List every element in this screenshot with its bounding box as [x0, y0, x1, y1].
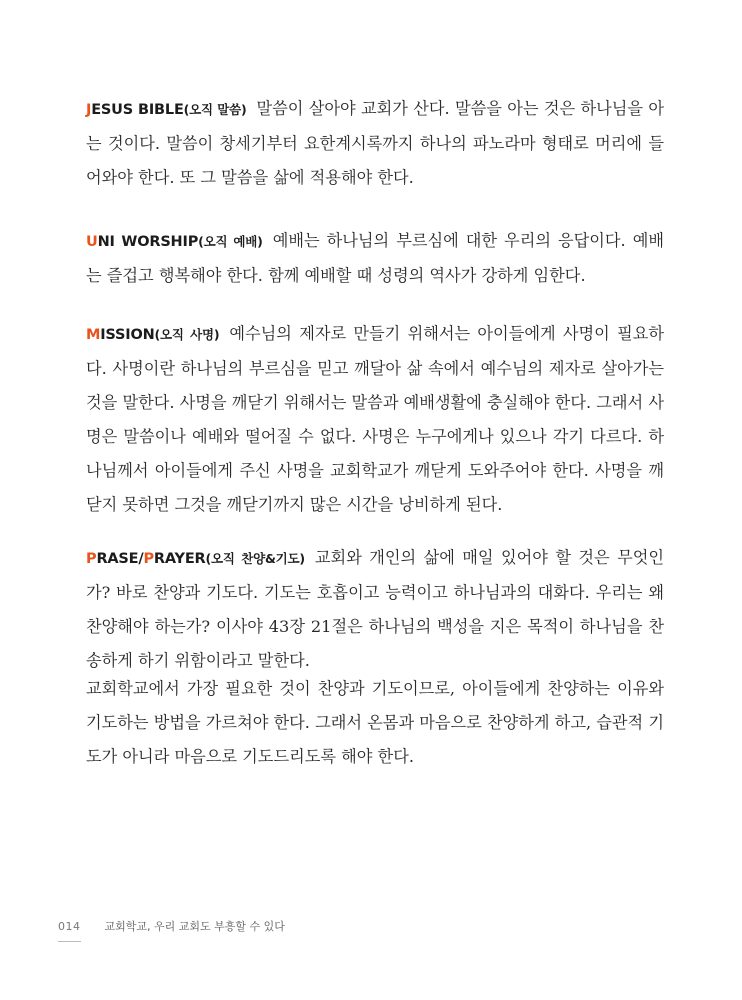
heading-title: ISSION	[100, 327, 155, 343]
section-body: 예배는 하나님의 부르심에 대한 우리의 응답이다. 예배는 즐겁고 행복해야 한다. 함께 예배할 때 성령의 역사가 강하게 임한다.	[86, 231, 664, 285]
section-mission	[86, 317, 664, 522]
section-heading	[86, 234, 263, 250]
section-body: 교회학교에서 가장 필요한 것이 찬양과 기도이므로, 아이들에게 찬양하는 이유와 기도하는 방법을 가르쳐야 한다. 그래서 온몸과 마음으로 찬양하게 하고, 습관적 기도가 아니라 마음으로 기도드리도록 해야 한다.	[86, 679, 664, 766]
section-jesus-bible	[86, 92, 664, 195]
section-body: 교회와 개인의 삶에 매일 있어야 할 것은 무엇인가? 바로 찬양과 기도다. 기도는 호흡이고 능력이고 하나님과의 대화다. 우리는 왜 찬양해야 하는가? 이사야 43장 21절은 하나님의 백성을 지은 목적이 하나님을 찬송하게 하기 위함이라고 말한다.	[86, 548, 664, 670]
running-title: 교회학교, 우리 교회도 부흥할 수 있다	[104, 920, 285, 933]
section-prase-prayer-continued	[86, 672, 664, 774]
page-footer	[58, 918, 285, 934]
section-heading	[86, 102, 247, 118]
section-prase-prayer	[86, 541, 664, 678]
footer-rule	[58, 941, 81, 942]
heading-subtitle: (오직 찬양&기도)	[205, 551, 305, 566]
heading-title: RASE/	[96, 551, 144, 567]
heading-title: ESUS BIBLE	[91, 102, 184, 118]
heading-initial: J	[86, 102, 92, 118]
heading-subtitle: (오직 사명)	[154, 327, 220, 342]
heading-subtitle: (오직 예배)	[198, 234, 263, 249]
section-uni-worship	[86, 224, 664, 293]
page-number: 014	[58, 919, 81, 933]
section-body: 말씀이 살아야 교회가 산다. 말씀을 아는 것은 하나님을 아는 것이다. 말씀이 창세기부터 요한계시록까지 하나의 파노라마 형태로 머리에 들어와야 한다. 또 그 말씀을 삶에 적용해야 한다.	[86, 99, 664, 187]
heading-title: NI WORSHIP	[97, 234, 199, 250]
section-body: 예수님의 제자로 만들기 위해서는 아이들에게 사명이 필요하다. 사명이란 하나님의 부르심을 믿고 깨달아 삶 속에서 예수님의 제자로 살아가는 것을 말한다. 사명을 깨닫기 위해서는 말씀과 예배생활에 충실해야 한다. 그래서 사명은 말씀이나 예배와 떨어질 수 없다. 사명은 누구에게나 있으나 각기 다르다. 하나님께서 아이들에게 주신 사명을 교회학교가 깨닫게 도와주어야 한다. 사명을 깨닫지 못하면 그것을 깨닫기까지 많은 시간을 낭비하게 된다.	[86, 324, 664, 514]
heading-initial: U	[86, 234, 98, 250]
heading-subtitle: (오직 말씀)	[183, 102, 247, 117]
section-heading	[86, 327, 219, 343]
heading-initial: M	[86, 327, 101, 343]
heading-initial-2: P	[143, 551, 154, 567]
heading-initial: P	[86, 551, 97, 567]
heading-title-2: RAYER	[153, 551, 206, 567]
section-heading	[86, 551, 305, 567]
